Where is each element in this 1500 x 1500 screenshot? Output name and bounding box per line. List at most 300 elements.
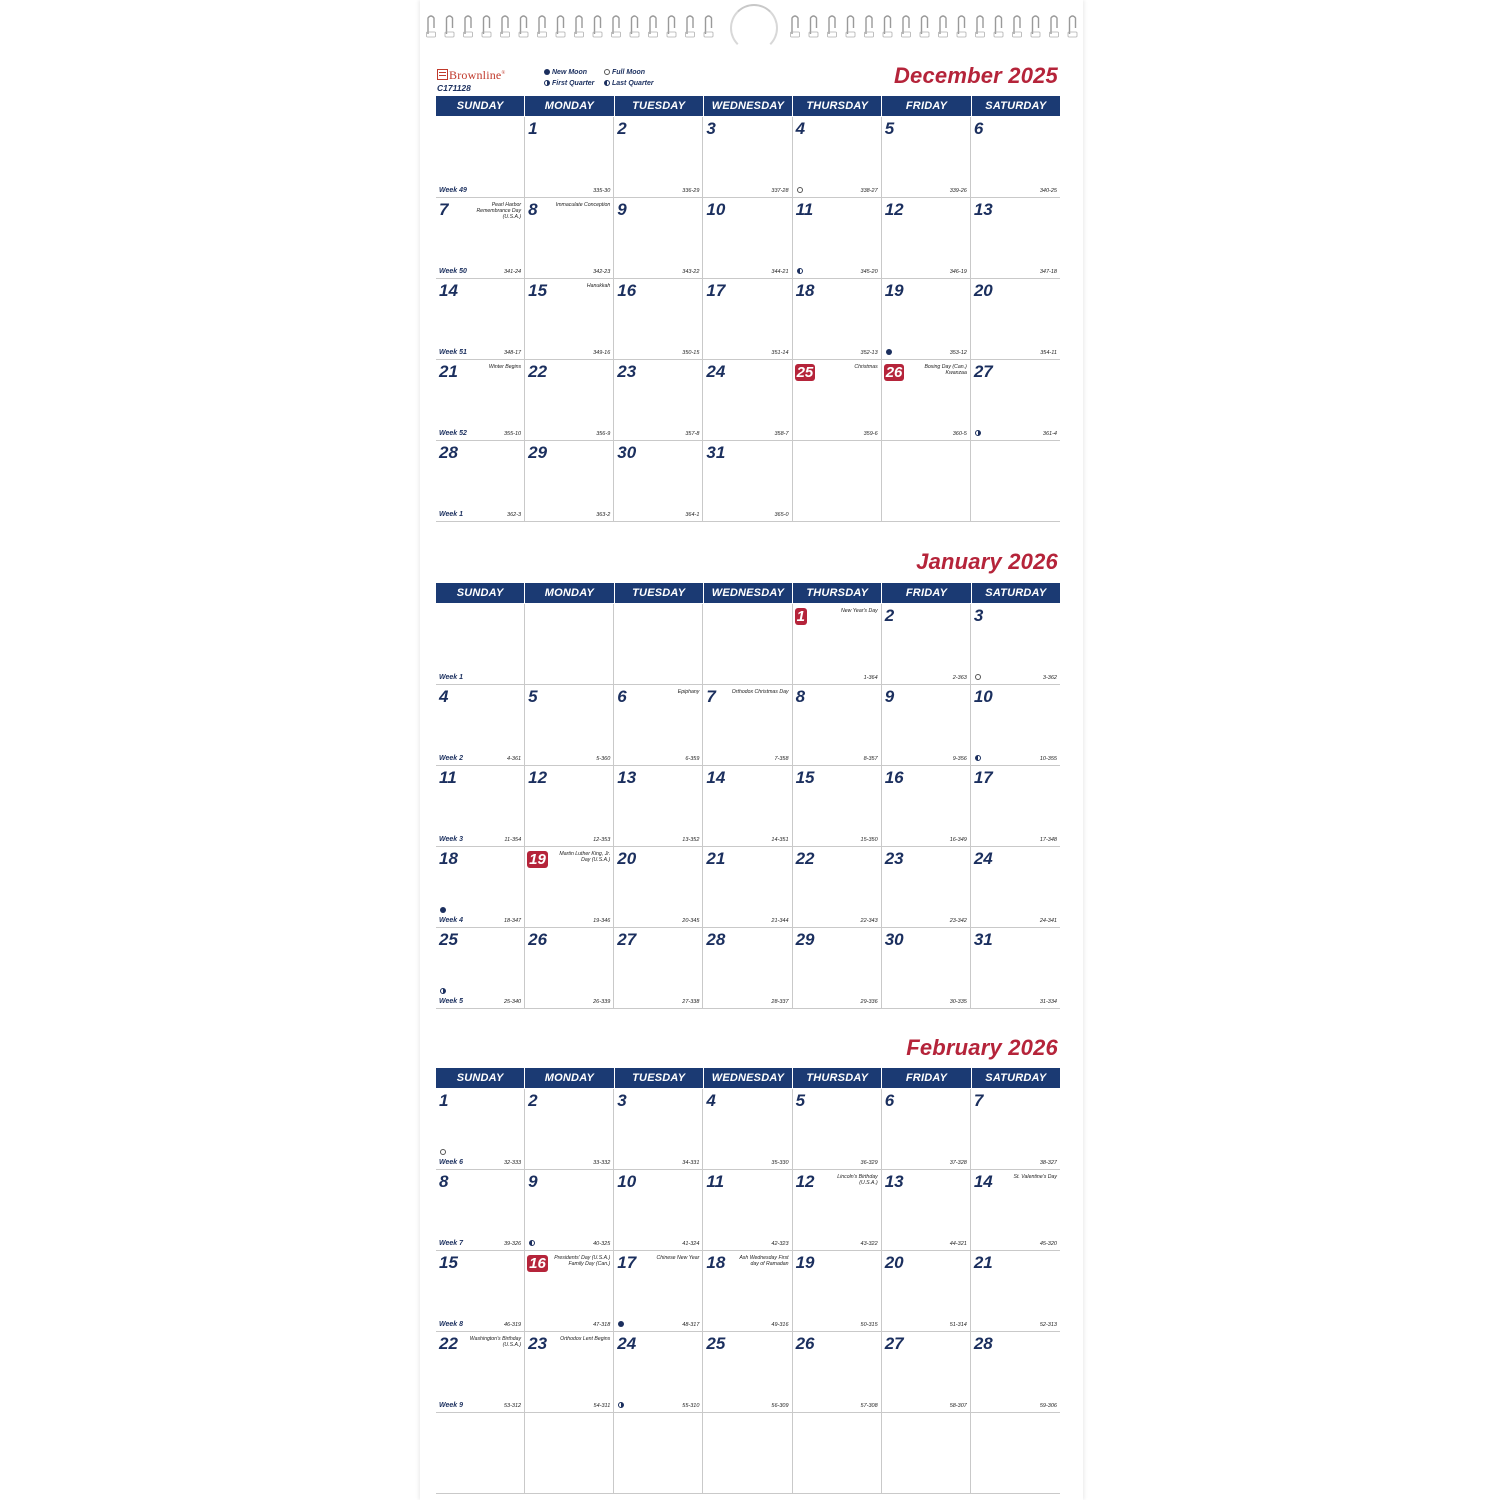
day-of-year-counter: 57-308	[860, 1403, 878, 1409]
date-number: 18	[795, 281, 815, 300]
day-of-year-counter: 351-14	[771, 350, 789, 356]
date-number: 28	[439, 443, 458, 462]
day-cell[interactable]	[793, 766, 882, 847]
day-cell[interactable]	[436, 1170, 525, 1251]
day-of-year-counter: 37-328	[949, 1160, 967, 1166]
date-number: 21	[973, 1253, 993, 1272]
day-cell[interactable]	[882, 1332, 971, 1413]
day-of-year-counter: 52-313	[1039, 1322, 1057, 1328]
day-cell[interactable]	[971, 1332, 1060, 1413]
weekday-header-thursday: THURSDAY	[793, 583, 882, 603]
day-cell[interactable]	[436, 766, 525, 847]
day-of-year-counter: 354-11	[1040, 350, 1057, 356]
day-of-year-counter: 45-320	[1039, 1241, 1057, 1247]
day-cell[interactable]	[971, 1089, 1060, 1170]
day-of-year-counter: 342-23	[593, 269, 611, 275]
day-of-year-counter: 26-339	[593, 999, 611, 1005]
date-number: 24	[617, 1334, 637, 1353]
day-cell[interactable]	[436, 1089, 525, 1170]
date-number: 13	[973, 200, 993, 219]
day-of-year-counter: 16-349	[949, 837, 967, 843]
date-number: 11	[706, 1172, 725, 1191]
date-number: 26	[795, 1334, 815, 1353]
day-of-year-counter: 352-13	[860, 350, 878, 356]
day-of-year-counter: 357-8	[685, 431, 700, 437]
holiday-label: Winter Begins	[488, 364, 522, 370]
day-cell[interactable]	[971, 847, 1060, 928]
day-cell[interactable]	[614, 441, 703, 522]
date-number: 10	[973, 687, 993, 706]
weekday-header-monday: MONDAY	[525, 1068, 614, 1088]
date-number: 27	[973, 362, 993, 381]
day-cell[interactable]	[614, 847, 703, 928]
date-number: 5	[528, 687, 538, 706]
day-of-year-counter: 58-307	[949, 1403, 967, 1409]
day-cell[interactable]	[436, 1413, 525, 1494]
date-number: 11	[795, 200, 814, 219]
day-cell[interactable]	[436, 604, 525, 685]
day-of-year-counter: 42-323	[771, 1241, 789, 1247]
day-of-year-counter: 27-338	[682, 999, 700, 1005]
day-of-year-counter: 48-317	[682, 1322, 700, 1328]
day-of-year-counter: 9-356	[952, 756, 967, 762]
date-number: 4	[795, 119, 806, 138]
week-number-label: Week 4	[439, 917, 463, 924]
day-cell[interactable]	[703, 1170, 792, 1251]
day-cell[interactable]	[793, 117, 882, 198]
day-cell[interactable]	[793, 441, 882, 522]
month-grid	[436, 604, 1060, 1009]
holiday-date-number: 25	[796, 364, 814, 381]
day-cell[interactable]	[436, 441, 525, 522]
day-of-year-counter: 25-340	[503, 999, 522, 1005]
date-number: 9	[528, 1172, 538, 1191]
day-cell[interactable]	[793, 1089, 882, 1170]
day-cell[interactable]	[703, 117, 792, 198]
first-quarter-icon	[975, 430, 981, 436]
first-quarter-icon	[440, 988, 446, 994]
date-number: 5	[884, 119, 895, 138]
day-of-year-counter: 344-21	[771, 269, 789, 275]
day-of-year-counter: 46-319	[503, 1322, 522, 1328]
day-cell[interactable]	[525, 279, 614, 360]
day-cell[interactable]	[525, 1089, 614, 1170]
day-cell[interactable]	[882, 1413, 971, 1494]
date-number: 28	[973, 1334, 993, 1353]
week-number-label: Week 5	[439, 998, 463, 1005]
full-moon-icon	[604, 69, 610, 75]
date-number: 24	[706, 362, 726, 381]
day-cell[interactable]	[614, 1170, 703, 1251]
day-of-year-counter: 1-364	[863, 675, 878, 681]
day-cell[interactable]	[525, 441, 614, 522]
weekday-header-monday: MONDAY	[525, 96, 614, 116]
day-cell[interactable]	[436, 928, 525, 1009]
date-number: 21	[439, 362, 458, 381]
date-number: 16	[884, 768, 904, 787]
day-cell[interactable]	[793, 1251, 882, 1332]
weekday-header-wednesday: WEDNESDAY	[704, 1068, 793, 1088]
date-number: 17	[973, 768, 993, 787]
day-of-year-counter: 49-316	[771, 1322, 789, 1328]
day-of-year-counter: 20-345	[682, 918, 700, 924]
day-of-year-counter: 47-318	[593, 1322, 611, 1328]
weekday-header-thursday: THURSDAY	[793, 1068, 882, 1088]
date-number: 2	[884, 606, 895, 625]
day-cell[interactable]	[614, 1332, 703, 1413]
date-number: 4	[706, 1091, 716, 1110]
holiday-label: Orthodox Christmas Day	[731, 689, 789, 695]
full-moon-icon	[797, 187, 803, 193]
date-number: 18	[706, 1253, 726, 1272]
date-number: 20	[973, 281, 993, 300]
day-cell[interactable]	[793, 604, 882, 685]
first-quarter-icon	[544, 80, 550, 86]
day-cell[interactable]	[436, 198, 525, 279]
day-cell[interactable]	[971, 1251, 1060, 1332]
day-cell[interactable]	[436, 1251, 525, 1332]
date-number: 6	[973, 119, 984, 138]
day-cell[interactable]	[882, 1170, 971, 1251]
date-number: 20	[884, 1253, 904, 1272]
day-cell[interactable]	[971, 198, 1060, 279]
day-of-year-counter: 349-16	[593, 350, 611, 356]
date-number: 7	[706, 687, 716, 706]
day-of-year-counter: 30-335	[949, 999, 967, 1005]
new-moon-icon	[618, 1321, 624, 1327]
day-cell[interactable]	[971, 604, 1060, 685]
date-number: 31	[973, 930, 993, 949]
day-of-year-counter: 54-311	[593, 1403, 611, 1409]
last-quarter-icon	[797, 268, 803, 274]
day-cell[interactable]	[793, 1170, 882, 1251]
weekday-header-row	[436, 583, 1060, 603]
new-moon-icon	[544, 69, 550, 75]
day-cell[interactable]	[703, 604, 792, 685]
day-cell[interactable]	[971, 766, 1060, 847]
legend-last-quarter-label: Last Quarter	[612, 80, 654, 87]
date-number: 29	[528, 443, 548, 462]
date-number: 31	[706, 443, 726, 462]
day-of-year-counter: 358-7	[774, 431, 789, 437]
day-cell[interactable]	[525, 685, 614, 766]
day-cell[interactable]	[614, 928, 703, 1009]
day-cell[interactable]	[525, 847, 614, 928]
day-cell[interactable]	[703, 847, 792, 928]
day-cell[interactable]	[971, 279, 1060, 360]
day-cell[interactable]	[436, 279, 525, 360]
day-of-year-counter: 35-330	[771, 1160, 789, 1166]
day-cell[interactable]	[971, 928, 1060, 1009]
weekday-header-wednesday: WEDNESDAY	[704, 96, 793, 116]
day-of-year-counter: 50-315	[860, 1322, 878, 1328]
day-cell[interactable]	[882, 928, 971, 1009]
day-of-year-counter: 11-354	[504, 837, 522, 843]
holiday-label: Ash Wednesday First day of Ramadan	[739, 1255, 789, 1267]
day-cell[interactable]	[703, 1413, 792, 1494]
day-cell[interactable]	[614, 279, 703, 360]
day-cell[interactable]	[525, 1251, 614, 1332]
day-of-year-counter: 2-363	[952, 675, 967, 681]
date-number: 19	[795, 1253, 815, 1272]
day-cell[interactable]	[614, 1251, 703, 1332]
day-cell[interactable]	[882, 1089, 971, 1170]
day-cell[interactable]	[614, 685, 703, 766]
date-number: 14	[439, 281, 458, 300]
day-cell[interactable]	[525, 766, 614, 847]
date-number: 21	[706, 849, 726, 868]
date-number: 17	[617, 1253, 637, 1272]
day-of-year-counter: 51-314	[949, 1322, 967, 1328]
day-cell[interactable]	[614, 1413, 703, 1494]
week-number-label: Week 8	[439, 1321, 463, 1328]
last-quarter-icon	[975, 755, 981, 761]
last-quarter-icon	[529, 1240, 535, 1246]
day-of-year-counter: 360-5	[952, 431, 967, 437]
day-cell[interactable]	[971, 685, 1060, 766]
day-cell[interactable]	[703, 1089, 792, 1170]
day-of-year-counter: 38-327	[1039, 1160, 1057, 1166]
date-number: 8	[528, 200, 538, 219]
month-title: January 2026	[916, 549, 1058, 574]
day-of-year-counter: 365-0	[774, 512, 789, 518]
day-cell[interactable]	[703, 198, 792, 279]
weekday-header-saturday: SATURDAY	[985, 587, 1047, 599]
date-number: 19	[884, 281, 904, 300]
legend-first-quarter-label: First Quarter	[552, 80, 595, 87]
day-of-year-counter: 356-9	[596, 431, 611, 437]
date-number: 14	[973, 1172, 993, 1191]
day-of-year-counter: 23-342	[949, 918, 967, 924]
day-of-year-counter: 5-360	[596, 756, 611, 762]
day-cell[interactable]	[436, 847, 525, 928]
day-cell[interactable]	[614, 360, 703, 441]
day-cell[interactable]	[614, 766, 703, 847]
day-cell[interactable]	[882, 441, 971, 522]
day-cell[interactable]	[525, 604, 614, 685]
day-cell[interactable]	[525, 1170, 614, 1251]
month-grid	[436, 117, 1060, 522]
date-number: 26	[528, 930, 548, 949]
day-cell[interactable]	[882, 766, 971, 847]
day-cell[interactable]	[703, 279, 792, 360]
date-number: 4	[439, 687, 449, 706]
day-cell[interactable]	[793, 279, 882, 360]
day-cell[interactable]	[971, 360, 1060, 441]
hanger-hook	[730, 4, 778, 52]
day-cell[interactable]	[971, 1170, 1060, 1251]
new-moon-icon	[440, 907, 446, 913]
day-of-year-counter: 21-344	[771, 918, 789, 924]
day-cell[interactable]	[882, 847, 971, 928]
week-number-label: Week 2	[439, 755, 463, 762]
weekday-header-thursday: THURSDAY	[793, 96, 882, 116]
day-of-year-counter: 10-355	[1039, 756, 1057, 762]
date-number: 30	[617, 443, 637, 462]
holiday-label: Orthodox Lent Begins	[560, 1336, 611, 1342]
day-cell[interactable]	[971, 1413, 1060, 1494]
day-cell[interactable]	[614, 198, 703, 279]
day-of-year-counter: 28-337	[771, 999, 789, 1005]
day-cell[interactable]	[525, 928, 614, 1009]
day-of-year-counter: 44-321	[949, 1241, 967, 1247]
day-cell[interactable]	[525, 1332, 614, 1413]
date-number: 15	[439, 1253, 458, 1272]
week-number-label: Week 9	[439, 1402, 463, 1409]
day-cell[interactable]	[703, 441, 792, 522]
day-cell[interactable]	[703, 360, 792, 441]
day-cell[interactable]	[436, 360, 525, 441]
day-of-year-counter: 56-309	[771, 1403, 789, 1409]
date-number: 1	[439, 1091, 449, 1110]
day-of-year-counter: 345-20	[860, 269, 878, 275]
day-of-year-counter: 347-18	[1039, 269, 1057, 275]
day-of-year-counter: 40-325	[593, 1241, 611, 1247]
day-of-year-counter: 359-6	[863, 431, 878, 437]
day-cell[interactable]	[793, 360, 882, 441]
last-quarter-icon	[604, 80, 610, 86]
day-cell[interactable]	[793, 1332, 882, 1413]
day-cell[interactable]	[882, 604, 971, 685]
day-cell[interactable]	[793, 847, 882, 928]
week-number-label: Week 7	[439, 1240, 463, 1247]
holiday-label: Presidents' Day (U.S.A.) Family Day (Can.)	[554, 1255, 611, 1267]
moon-phase-legend	[544, 69, 664, 91]
day-cell[interactable]	[436, 117, 525, 198]
day-cell[interactable]	[703, 1332, 792, 1413]
day-cell[interactable]	[703, 685, 792, 766]
date-number: 10	[617, 1172, 637, 1191]
date-number: 8	[439, 1172, 449, 1191]
date-number: 9	[617, 200, 627, 219]
legend-first-quarter	[544, 80, 594, 87]
week-number-label: Week 1	[439, 674, 463, 681]
day-cell[interactable]	[793, 685, 882, 766]
date-number: 13	[884, 1172, 904, 1191]
full-moon-icon	[975, 674, 981, 680]
date-number: 24	[973, 849, 993, 868]
date-number: 12	[528, 768, 548, 787]
date-number: 7	[973, 1091, 984, 1110]
weekday-header-row	[436, 1068, 1060, 1088]
day-cell[interactable]	[525, 360, 614, 441]
day-of-year-counter: 4-361	[507, 756, 522, 762]
day-of-year-counter: 14-351	[771, 837, 789, 843]
day-of-year-counter: 55-310	[682, 1403, 700, 1409]
month-grid	[436, 1089, 1060, 1494]
week-number-label: Week 1	[439, 511, 463, 518]
full-moon-icon	[440, 1149, 446, 1155]
day-of-year-counter: 29-336	[860, 999, 878, 1005]
date-number: 15	[795, 768, 815, 787]
day-of-year-counter: 362-3	[507, 512, 522, 518]
date-number: 27	[617, 930, 637, 949]
day-of-year-counter: 17-348	[1039, 837, 1057, 843]
day-of-year-counter: 7-358	[774, 756, 789, 762]
weekday-header-saturday: SATURDAY	[985, 1072, 1047, 1084]
day-cell[interactable]	[525, 1413, 614, 1494]
day-of-year-counter: 340-25	[1039, 188, 1057, 194]
date-number: 16	[617, 281, 637, 300]
legend-last-quarter	[604, 80, 654, 87]
date-number: 29	[795, 930, 815, 949]
day-cell[interactable]	[436, 685, 525, 766]
day-cell[interactable]	[793, 198, 882, 279]
date-number: 23	[617, 362, 637, 381]
day-of-year-counter: 343-22	[682, 269, 700, 275]
day-of-year-counter: 15-350	[860, 837, 878, 843]
holiday-label: Washington's Birthday (U.S.A.)	[469, 1336, 522, 1348]
legend-full-moon-label: Full Moon	[612, 69, 646, 76]
day-cell[interactable]	[614, 117, 703, 198]
day-cell[interactable]	[793, 928, 882, 1009]
day-of-year-counter: 338-27	[860, 188, 878, 194]
day-cell[interactable]	[614, 604, 703, 685]
brand-trademark: ®	[501, 71, 506, 76]
date-number: 3	[617, 1091, 627, 1110]
weekday-header-tuesday: TUESDAY	[615, 1068, 704, 1088]
date-number: 2	[528, 1091, 538, 1110]
date-number: 1	[528, 119, 538, 138]
first-quarter-icon	[618, 1402, 624, 1408]
legend-full-moon	[604, 69, 645, 76]
day-cell[interactable]	[882, 198, 971, 279]
day-of-year-counter: 34-331	[682, 1160, 700, 1166]
day-of-year-counter: 361-4	[1042, 431, 1057, 437]
day-of-year-counter: 36-329	[860, 1160, 878, 1166]
day-cell[interactable]	[882, 685, 971, 766]
day-of-year-counter: 41-324	[682, 1241, 700, 1247]
day-cell[interactable]	[703, 766, 792, 847]
date-number: 3	[973, 606, 984, 625]
day-of-year-counter: 33-332	[593, 1160, 611, 1166]
day-of-year-counter: 19-346	[593, 918, 611, 924]
day-cell[interactable]	[436, 1332, 525, 1413]
holiday-label: Hanukkah	[586, 283, 611, 289]
week-number-label: Week 49	[439, 187, 467, 194]
date-number: 7	[439, 200, 449, 219]
date-number: 23	[528, 1334, 548, 1353]
day-of-year-counter: 6-359	[685, 756, 700, 762]
holiday-label: Martin Luther King, Jr. Day (U.S.A.)	[559, 851, 611, 863]
date-number: 22	[439, 1334, 458, 1353]
day-cell[interactable]	[525, 117, 614, 198]
holiday-date-number: 26	[885, 364, 903, 381]
day-cell[interactable]	[614, 1089, 703, 1170]
day-cell[interactable]	[793, 1413, 882, 1494]
holiday-label: Pearl Harbor Remembrance Day (U.S.A.)	[476, 202, 522, 220]
date-number: 12	[795, 1172, 815, 1191]
day-cell[interactable]	[703, 928, 792, 1009]
day-cell[interactable]	[882, 1251, 971, 1332]
day-cell[interactable]	[971, 117, 1060, 198]
day-cell[interactable]	[882, 360, 971, 441]
day-cell[interactable]	[703, 1251, 792, 1332]
date-number: 6	[617, 687, 627, 706]
holiday-label: Lincoln's Birthday (U.S.A.)	[837, 1174, 878, 1186]
day-cell[interactable]	[882, 117, 971, 198]
date-number: 10	[706, 200, 726, 219]
day-of-year-counter: 22-343	[860, 918, 878, 924]
holiday-label: Epiphany	[677, 689, 700, 695]
day-cell[interactable]	[525, 198, 614, 279]
day-cell[interactable]	[882, 279, 971, 360]
date-number: 8	[795, 687, 806, 706]
brand-name: Brownline	[449, 68, 502, 82]
day-of-year-counter: 13-352	[682, 837, 700, 843]
weekday-header-sunday: SUNDAY	[436, 583, 525, 603]
day-cell[interactable]	[971, 441, 1060, 522]
